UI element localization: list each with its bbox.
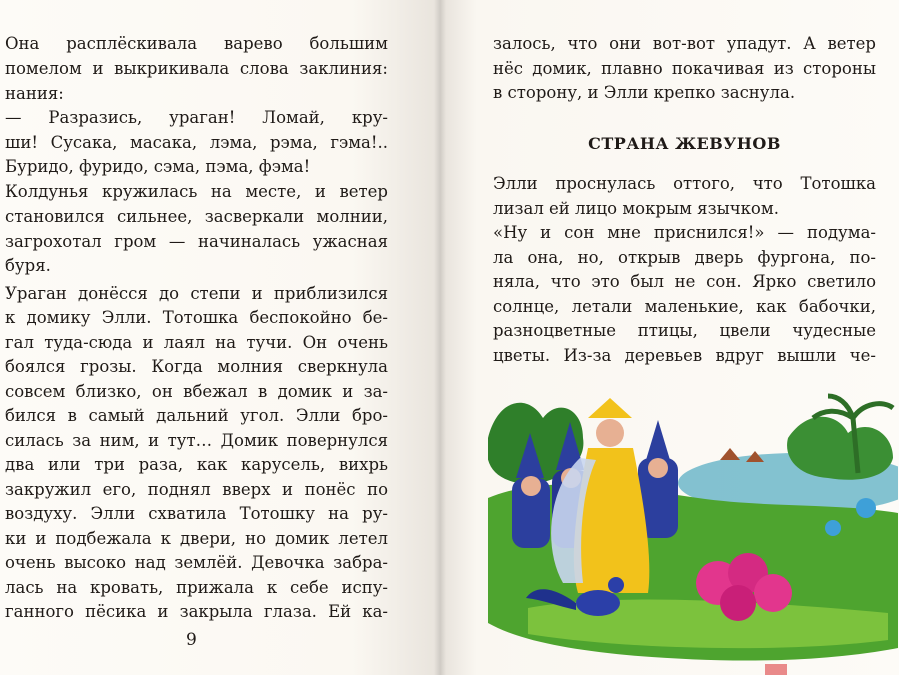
- text-line: силась за ним, и тут… Домик повернулся: [5, 431, 388, 450]
- text-line: бился в самый дальний угол. Элли бро-: [5, 406, 388, 425]
- text-line: няла, что это был не сон. Ярко светило: [493, 272, 876, 291]
- text-line: помелом и выкрикивала слова заклиния:: [5, 59, 388, 78]
- text-line: закружил его, поднял вверх и понёс по: [5, 480, 388, 499]
- text-line: боялся грозы. Когда молния сверкнула: [5, 357, 388, 376]
- right-page: [440, 0, 899, 675]
- text-line: два или три раза, как карусель, вихрь: [5, 455, 388, 474]
- text-line: Элли проснулась оттого, что Тотошка: [493, 174, 876, 193]
- text-line: ла она, но, открыв дверь фургона, по-: [493, 248, 876, 267]
- book-gutter: [434, 0, 446, 675]
- text-line: гал туда-сюда и лаял на тучи. Он очень: [5, 333, 388, 352]
- text-line: Она расплёскивала варево большим: [5, 34, 388, 53]
- text-line: в сторону, и Элли крепко заснула.: [493, 83, 796, 102]
- text-line: нания:: [5, 84, 64, 103]
- hut: [720, 448, 740, 460]
- text-line: загрохотал гром — начиналась ужасная: [5, 232, 388, 251]
- text-line: ши! Сусака, масака, лэма, рэма, гэма!..: [5, 133, 388, 152]
- text-line: ки и подбежала к двери, но домик летел: [5, 529, 388, 548]
- text-line: нёс домик, плавно покачивая из стороны: [493, 59, 876, 78]
- text-line: цветы. Из-за деревьев вдруг вышли че-: [493, 346, 876, 365]
- text-line: ганного пёсика и закрыла глаза. Ей ка-: [5, 602, 388, 621]
- text-line: Буридо, фуридо, сэма, пэма, фэма!: [5, 157, 311, 176]
- text-line: залось, что они вот-вот упадут. А ветер: [493, 34, 876, 53]
- text-line: лизал ей лицо мокрым язычком.: [493, 199, 779, 218]
- text-line: Колдунья кружилась на месте, и ветер: [5, 182, 388, 201]
- text-line: разноцветные птицы, цвели чудесные: [493, 321, 876, 340]
- text-line: лась на кровать, прижала к себе испу-: [5, 578, 388, 597]
- text-line: солнце, летали маленькие, как бабочки,: [493, 297, 876, 316]
- text-line: становился сильнее, засверкали молнии,: [5, 207, 388, 226]
- text-line: Ураган донёсся до степи и приблизился: [5, 284, 388, 303]
- bookmark-ribbon: [765, 664, 787, 675]
- page-number: 9: [186, 630, 197, 650]
- text-line: очень высоко над землёй. Девочка забра-: [5, 553, 388, 572]
- text-line: к домику Элли. Тотошка беспокойно бе-: [5, 308, 388, 327]
- bushes-right: [787, 417, 893, 480]
- chapter-title: СТРАНА ЖЕВУНОВ: [588, 134, 781, 153]
- text-line: совсем близко, он вбежал в домик и за-: [5, 382, 388, 401]
- text-line: — Разразись, ураган! Ломай, кру-: [5, 108, 388, 127]
- text-line: буря.: [5, 256, 51, 275]
- left-page: [0, 0, 440, 675]
- text-line: воздуху. Элли схватила Тотошку на ру-: [5, 504, 388, 523]
- text-line: «Ну и сон мне приснился!» — подума-: [493, 223, 876, 242]
- illustration-munchkins: [488, 378, 898, 668]
